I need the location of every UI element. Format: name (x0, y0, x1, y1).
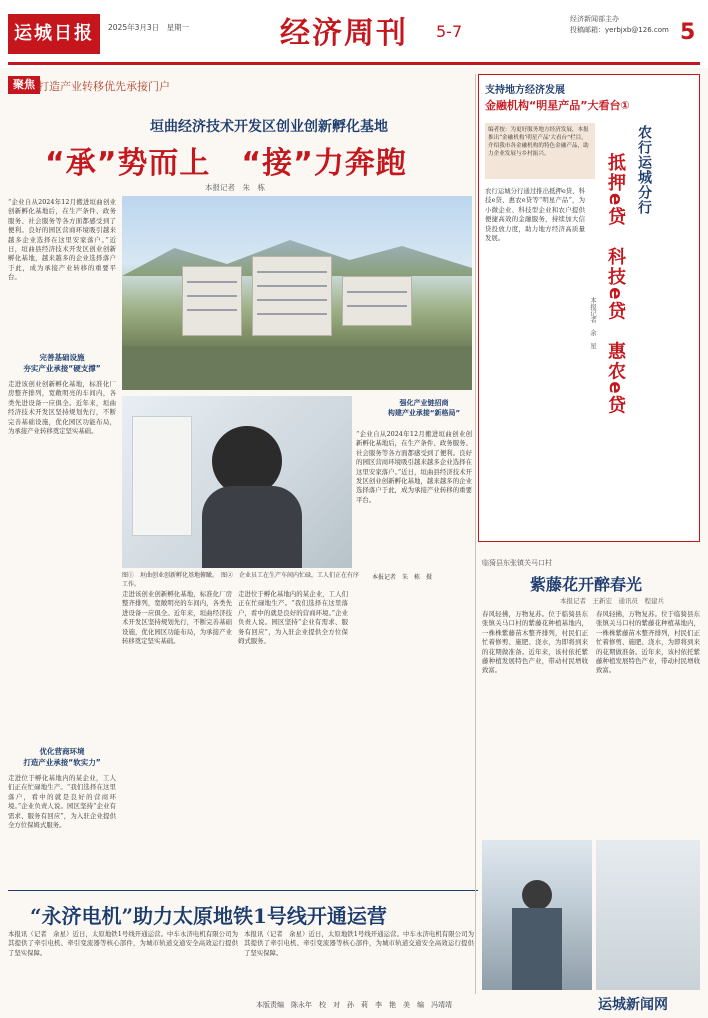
finance-feature-box (478, 74, 700, 542)
finance-body: 农行运城分行通过推出抵押e贷、科技e贷、惠农e贷等“明星产品”，为小微企业、科技型企业和农户提供便捷高效的金融服务，持续加大信贷投放力度，助力地方经济高质量发展。 (485, 187, 585, 243)
bottom-headline: “永济电机”助力太原地铁1号线开通运营 (30, 904, 387, 928)
bank-name: 农行运城分行 (636, 125, 652, 215)
bottom-rule (8, 890, 478, 891)
lead-column-4: 走进该创业创新孵化基地，标准化厂房整齐排列，宽敞明亮的车间内，各类先进设备一应俱全。近年来，垣曲经济技术开发区坚持规划先行，不断完善基础设施，优化园区功能布局，为承接产业转移奠定坚实基础。 (122, 590, 232, 646)
finance-title: 金融机构“明星产品”大看台① (485, 99, 630, 112)
section-pages: 5-7 (436, 22, 463, 41)
newspaper-logo: 运城日报 (8, 14, 100, 54)
wisteria-byline: 本报记者 王新宏 通讯员 程建兵 (560, 597, 664, 605)
equipment (132, 416, 192, 536)
issue-date: 2025年3月3日 星期一 (108, 23, 190, 32)
lab-photo (122, 396, 352, 568)
finance-byline: 本报记者 余 星 (589, 297, 597, 349)
lead-subhead-2: 优化营商环境 打造产业承接“软实力” (23, 747, 101, 767)
equipment-photo (596, 840, 700, 990)
lead-column-3: 走进位于孵化基地内的某企业，工人们正在忙碌地生产。“我们选择在这里落户，看中的就是良好的营商环境。”企业负责人说。园区坚持“企业有需求、服务有回应”，为入驻企业提供全方位保姆式服务。 (8, 774, 116, 830)
bottom-body-1: 本报讯（记者 余星）近日，太原地铁1号线开通运营。中车永济电机有限公司为其提供了牵引电机、牵引变流器等核心部件，为城市轨道交通安全高效运行提供了坚实保障。 (8, 930, 238, 957)
wisteria-body-1: 春风轻拂，万物复苏。位于临猗县东张镇关马口村的紫藤花种植基地内，一株株紫藤苗木整齐排列，村民们正忙着修剪、施肥、浇水，为即将到来的花期做准备。近年来，该村依托紫藤种植发展特色产业，带动村民增收致富。 (482, 610, 588, 675)
page-credits: 本版责编 陈永年 校 对 孙 莉 李 艳 美 编 冯靖靖 (256, 1001, 452, 1009)
lead-kicker: 垣曲经济技术开发区创业创新孵化基地 (150, 119, 388, 135)
photo-credit: 本报记者 朱 栋 摄 (372, 574, 433, 581)
factory-building (342, 276, 412, 326)
column-divider (475, 74, 476, 994)
site-watermark: 运城新闻网 (598, 997, 668, 1013)
lead-headline: “承”势而上 “接”力奔跑 (45, 146, 407, 181)
editor-note: 编者按：为更好服务地方经济发展，本报推出“金融机构‘明星产品’大看台”栏目，介绍我市各金融机构的特色金融产品，助力企业发展与乡村振兴。 (485, 123, 595, 179)
lead-byline: 本报记者 朱 栋 (205, 183, 265, 192)
photo-caption: 图① 垣曲创业创新孵化基地俯瞰。 图② 企业员工在生产车间内忙碌，工人们正在有序工作。 (122, 572, 360, 588)
masthead-rule (8, 62, 700, 65)
section-title: 经济周刊 (280, 16, 408, 51)
wisteria-body-2: 春风轻拂，万物复苏。位于临猗县东张镇关马口村的紫藤花种植基地内，一株株紫藤苗木整齐排列，村民们正忙着修剪、施肥、浇水，为即将到来的花期做准备。近年来，该村依托紫藤种植发展特色产业，带动村民增收致富。 (596, 610, 700, 675)
finance-label: 支持地方经济发展 (485, 85, 565, 96)
page-number: 5 (680, 20, 696, 45)
person-figure (522, 880, 552, 910)
factory-building (252, 256, 332, 336)
wisteria-kicker: 临猗县东张镇关马口村 (482, 559, 552, 567)
lead-column-1: “企业自从2024年12月搬进垣曲创业创新孵化基地后，在生产条件、政务服务、社会服务等各方面都感受到了便利。良好的园区营商环境吸引越来越多企业选择在这里安家落户。”近日，垣曲县经济技术开发区创业创新孵化基地，越来越多的企业选择落户于此，成为承接产业转移的重要平台。 (8, 198, 116, 282)
editor-dept: 经济新闻部主办 (570, 15, 619, 23)
worker-body (202, 486, 302, 568)
editor-info (570, 14, 669, 36)
lead-column-2: 走进该创业创新孵化基地，标准化厂房整齐排列，宽敞明亮的车间内，各类先进设备一应俱全。近年来，垣曲经济技术开发区坚持规划先行，不断完善基础设施，优化园区功能布局，为承接产业转移奠定坚实基础。 (8, 380, 116, 436)
wisteria-photo (482, 840, 592, 990)
finance-headline: 抵押e贷 科技e贷 惠农e贷 (605, 153, 626, 416)
ground (122, 346, 472, 390)
focus-subtitle: 打造产业转移优先承接门户 (38, 80, 170, 93)
wisteria-headline: 紫藤花开醉春光 (530, 575, 643, 594)
focus-tag: 聚焦 (8, 76, 40, 94)
pull-line-2: 构建产业承接“新格局” (387, 409, 461, 417)
lead-column-5: 走进位于孵化基地内的某企业，工人们正在忙碌地生产。“我们选择在这里落户，看中的就是良好的营商环境。”企业负责人说。园区坚持“企业有需求、服务有回应”，为入驻企业提供全方位保姆式服务。 (238, 590, 348, 646)
bottom-body-2: 本报讯（记者 余星）近日，太原地铁1号线开通运营。中车永济电机有限公司为其提供了牵引电机、牵引变流器等核心部件，为城市轨道交通安全高效运行提供了坚实保障。 (244, 930, 474, 957)
masthead (0, 0, 708, 68)
lead-subhead-1: 完善基础设施 夯实产业承接“硬支撑” (23, 353, 101, 373)
factory-building (182, 266, 242, 336)
pull-line-1: 强化产业链招商 (399, 399, 449, 407)
person-body (512, 908, 562, 990)
aerial-photo (122, 196, 472, 390)
pull-subhead (370, 398, 478, 424)
editor-email: 投稿邮箱：yerbjxb@126.com (570, 26, 669, 34)
lead-column-6: “企业自从2024年12月搬进垣曲创业创新孵化基地后，在生产条件、政务服务、社会服务等各方面都感受到了便利。良好的园区营商环境吸引越来越多企业选择在这里安家落户。”近日，垣曲县经济技术开发区创业创新孵化基地，越来越多的企业选择落户于此，成为承接产业转移的重要平台。 (356, 430, 472, 504)
